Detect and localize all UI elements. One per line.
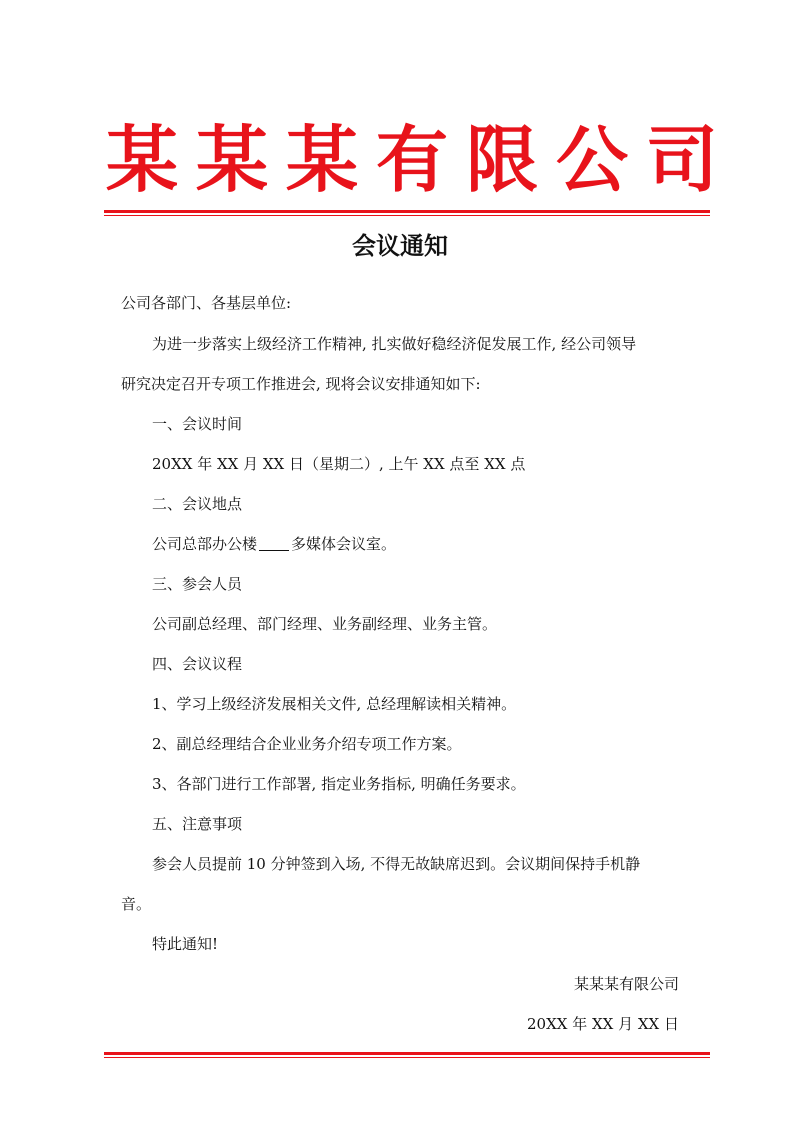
footer-divider-thick	[104, 1052, 710, 1055]
meeting-location	[152, 532, 396, 556]
salutation: 公司各部门、各基层单位:	[121, 294, 292, 312]
signature-company: 某某某有限公司	[573, 975, 679, 993]
footer-divider	[104, 1052, 710, 1058]
location-text-before: 公司总部办公楼	[152, 535, 258, 553]
footer-divider-thin	[104, 1057, 710, 1058]
section-3-heading: 三、参会人员	[152, 575, 243, 593]
agenda-item-1: 1、学习上级经济发展相关文件, 总经理解读相关精神。	[152, 695, 517, 713]
location-text-after: 多媒体会议室。	[291, 535, 397, 553]
section-2-heading: 二、会议地点	[152, 495, 243, 513]
notes-line-2: 音。	[121, 895, 152, 913]
header-divider-thick	[104, 210, 710, 213]
intro-line-1: 为进一步落实上级经济工作精神, 扎实做好稳经济促发展工作, 经公司领导	[152, 335, 637, 353]
intro-line-2: 研究决定召开专项工作推进会, 现将会议安排通知如下:	[121, 375, 481, 393]
section-5-heading: 五、注意事项	[152, 815, 243, 833]
meeting-time: 20XX 年 XX 月 XX 日（星期二）, 上午 XX 点至 XX 点	[152, 455, 526, 473]
closing-remark: 特此通知!	[152, 935, 219, 953]
section-1-heading: 一、会议时间	[152, 415, 243, 433]
notes-line-1: 参会人员提前 10 分钟签到入场, 不得无故缺席迟到。会议期间保持手机静	[152, 855, 641, 873]
company-letterhead-title: 某某某有限公司	[106, 118, 737, 202]
location-blank-line	[259, 535, 289, 551]
attendees: 公司副总经理、部门经理、业务副经理、业务主管。	[152, 615, 498, 633]
notice-title: 会议通知	[352, 232, 448, 260]
section-4-heading: 四、会议议程	[152, 655, 243, 673]
header-divider	[104, 210, 710, 216]
header-divider-thin	[104, 215, 710, 216]
signature-date: 20XX 年 XX 月 XX 日	[527, 1015, 679, 1033]
agenda-item-2: 2、副总经理结合企业业务介绍专项工作方案。	[152, 735, 462, 753]
agenda-item-3: 3、各部门进行工作部署, 指定业务指标, 明确任务要求。	[152, 775, 526, 793]
